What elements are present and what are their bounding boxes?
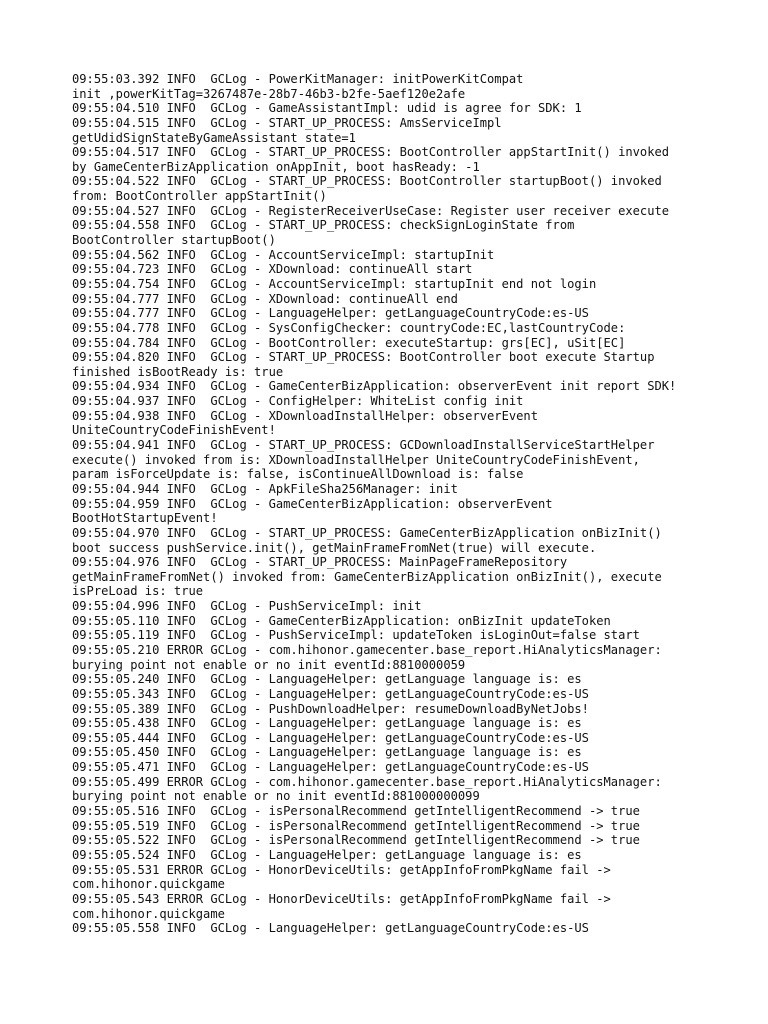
log-line: 09:55:04.944 INFO GCLog - ApkFileSha256Manager: init [72,481,458,496]
log-line: 09:55:05.450 INFO GCLog - LanguageHelper: getLanguage language is: es [72,745,582,760]
log-line: 09:55:04.996 INFO GCLog - PushServiceImpl: init [72,599,422,614]
log-line: 09:55:05.522 INFO GCLog - isPersonalRecommend getIntelligentRecommend -> true [72,833,640,848]
log-line: 09:55:04.558 INFO GCLog - START_UP_PROCESS: checkSignLoginState from [72,218,575,233]
log-line: 09:55:04.820 INFO GCLog - START_UP_PROCESS: BootController boot execute Startup [72,350,655,365]
log-line: 09:55:04.510 INFO GCLog - GameAssistantImpl: udid is agree for SDK: 1 [72,101,582,116]
log-line: 09:55:04.934 INFO GCLog - GameCenterBizApplication: observerEvent init report SDK! [72,379,677,394]
log-line: 09:55:04.562 INFO GCLog - AccountServiceImpl: startupInit [72,247,495,262]
log-line: BootHotStartupEvent! [72,511,218,526]
log-line: by GameCenterBizApplication onAppInit, boot hasReady: -1 [72,159,480,174]
log-line: com.hihonor.quickgame [72,906,225,921]
log-line: 09:55:04.777 INFO GCLog - LanguageHelper: getLanguageCountryCode:es-US [72,306,589,321]
log-line: boot success pushService.init(), getMainFrameFromNet(true) will execute. [72,540,597,555]
log-line: param isForceUpdate is: false, isContinueAllDownload is: false [72,467,524,482]
log-line: 09:55:05.438 INFO GCLog - LanguageHelper: getLanguage language is: es [72,716,582,731]
log-line: 09:55:05.524 INFO GCLog - LanguageHelper: getLanguage language is: es [72,847,582,862]
log-line: burying point not enable or no init eventId:881000000099 [72,789,480,804]
log-line: 09:55:05.499 ERROR GCLog - com.hihonor.gamecenter.base_report.HiAnalyticsManager: [72,774,662,789]
log-line: 09:55:04.784 INFO GCLog - BootController: executeStartup: grs[EC], uSit[EC] [72,335,626,350]
log-line: 09:55:04.959 INFO GCLog - GameCenterBizApplication: observerEvent [72,496,553,511]
log-line: 09:55:03.392 INFO GCLog - PowerKitManager: initPowerKitCompat [72,72,524,86]
log-line: 09:55:05.110 INFO GCLog - GameCenterBizApplication: onBizInit updateToken [72,613,611,628]
log-line: 09:55:04.976 INFO GCLog - START_UP_PROCESS: MainPageFrameRepository [72,555,568,570]
log-line: 09:55:04.938 INFO GCLog - XDownloadInstallHelper: observerEvent [72,408,538,423]
log-line: 09:55:05.210 ERROR GCLog - com.hihonor.gamecenter.base_report.HiAnalyticsManager: [72,642,662,657]
log-line: 09:55:05.558 INFO GCLog - LanguageHelper: getLanguageCountryCode:es-US [72,921,589,936]
log-line: 09:55:04.515 INFO GCLog - START_UP_PROCESS: AmsServiceImpl [72,115,502,130]
log-line: burying point not enable or no init eventId:8810000059 [72,657,466,672]
log-line: 09:55:05.519 INFO GCLog - isPersonalRecommend getIntelligentRecommend -> true [72,818,640,833]
log-line: 09:55:04.527 INFO GCLog - RegisterReceiverUseCase: Register user receiver execute [72,203,670,218]
log-line: 09:55:05.471 INFO GCLog - LanguageHelper: getLanguageCountryCode:es-US [72,760,589,775]
log-line: 09:55:05.119 INFO GCLog - PushServiceImpl: updateToken isLoginOut=false start [72,628,640,643]
log-line: 09:55:04.517 INFO GCLog - START_UP_PROCESS: BootController appStartInit() invoked [72,145,670,160]
log-line: 09:55:04.970 INFO GCLog - START_UP_PROCESS: GameCenterBizApplication onBizInit() [72,525,662,540]
log-line: 09:55:04.778 INFO GCLog - SysConfigChecker: countryCode:EC,lastCountryCode: [72,320,626,335]
log-line: 09:55:04.777 INFO GCLog - XDownload: continueAll end [72,291,458,306]
log-line: 09:55:05.543 ERROR GCLog - HonorDeviceUtils: getAppInfoFromPkgName fail -> [72,891,611,906]
log-line: 09:55:04.754 INFO GCLog - AccountServiceImpl: startupInit end not login [72,276,597,291]
log-line: from: BootController appStartInit() [72,189,327,204]
log-line: finished isBootReady is: true [72,364,284,379]
log-line: 09:55:05.516 INFO GCLog - isPersonalRecommend getIntelligentRecommend -> true [72,804,640,819]
log-line: 09:55:04.723 INFO GCLog - XDownload: continueAll start [72,262,473,277]
log-line: 09:55:04.941 INFO GCLog - START_UP_PROCESS: GCDownloadInstallServiceStartHelper [72,438,655,453]
log-line: 09:55:04.937 INFO GCLog - ConfigHelper: WhiteList config init [72,394,524,409]
log-line: BootController startupBoot() [72,233,276,248]
log-line: 09:55:05.531 ERROR GCLog - HonorDeviceUtils: getAppInfoFromPkgName fail -> [72,862,611,877]
log-text [72,72,712,936]
log-line: getMainFrameFromNet() invoked from: GameCenterBizApplication onBizInit(), execute [72,569,662,584]
log-line: 09:55:05.444 INFO GCLog - LanguageHelper: getLanguageCountryCode:es-US [72,730,589,745]
log-line: 09:55:04.522 INFO GCLog - START_UP_PROCESS: BootController startupBoot() invoked [72,174,662,189]
log-line: 09:55:05.240 INFO GCLog - LanguageHelper: getLanguage language is: es [72,672,582,687]
log-line: execute() invoked from is: XDownloadInstallHelper UniteCountryCodeFinishEvent, [72,452,640,467]
log-line: 09:55:05.343 INFO GCLog - LanguageHelper: getLanguageCountryCode:es-US [72,686,589,701]
log-line: getUdidSignStateByGameAssistant state=1 [72,130,356,145]
log-line: 09:55:05.389 INFO GCLog - PushDownloadHelper: resumeDownloadByNetJobs! [72,701,589,716]
log-line: UniteCountryCodeFinishEvent! [72,423,276,438]
log-line: init ,powerKitTag=3267487e-28b7-46b3-b2fe-5aef120e2afe [72,86,466,101]
log-line: com.hihonor.quickgame [72,877,225,892]
log-line: isPreLoad is: true [72,584,204,599]
